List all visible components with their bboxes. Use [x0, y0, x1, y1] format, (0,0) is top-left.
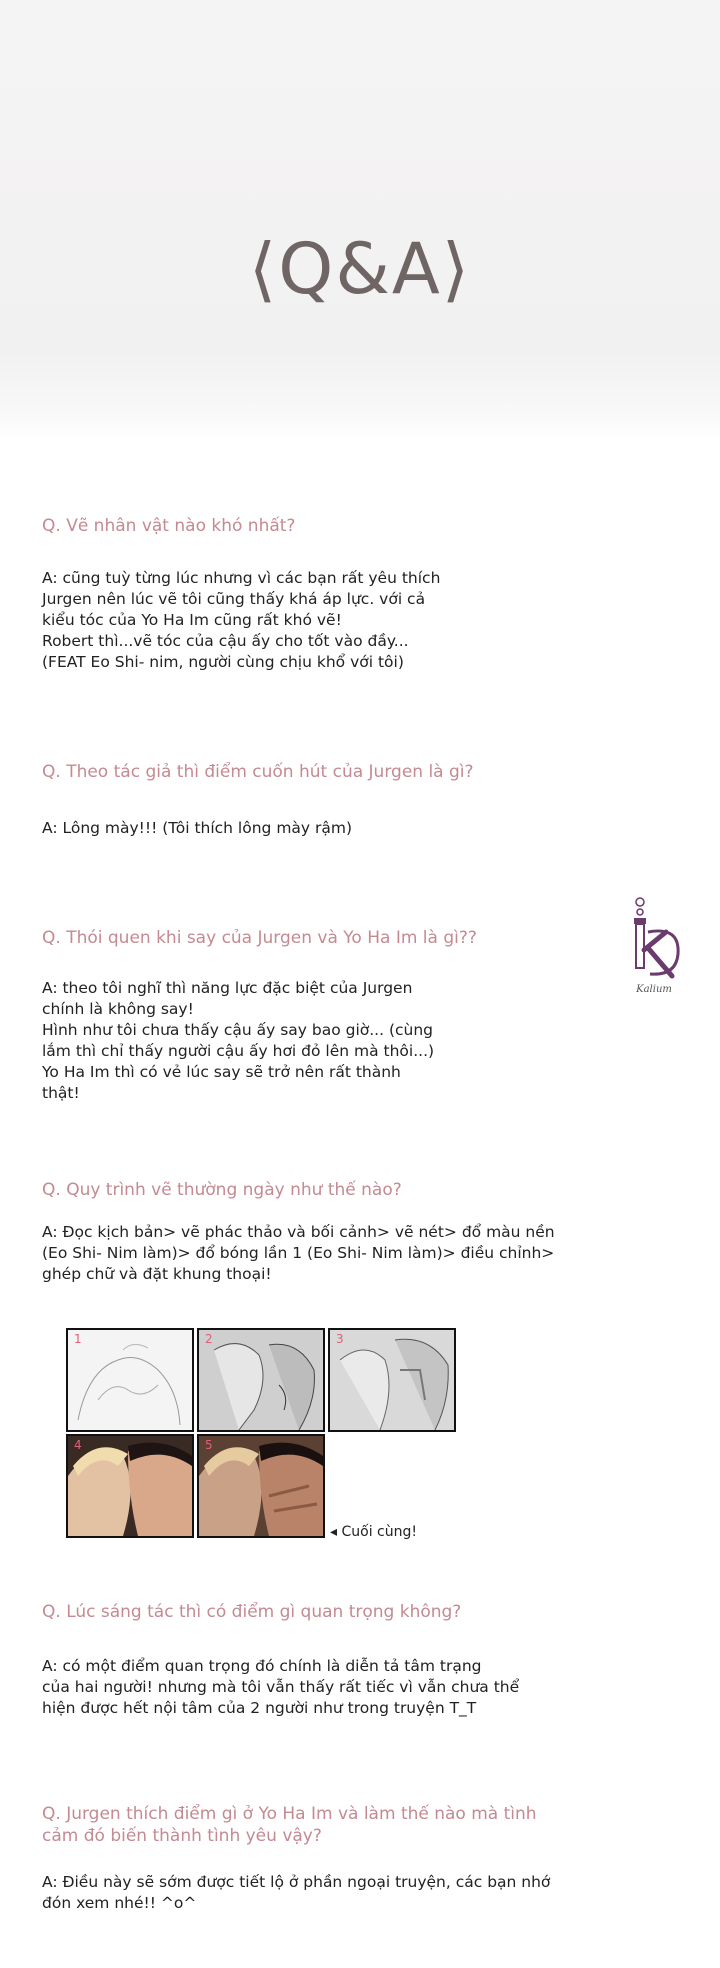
answer-5 [42, 1656, 519, 1719]
answer-line: A: Đọc kịch bản> vẽ phác thảo và bối cảnh> vẽ nét> đổ màu nền [42, 1223, 555, 1241]
flat-color-drawing [330, 1330, 454, 1430]
lineart-drawing [199, 1330, 323, 1430]
answer-line: đón xem nhé!! ^o^ [42, 1894, 197, 1912]
answer-line: ghép chữ và đặt khung thoại! [42, 1265, 272, 1283]
answer-line: lắm thì chỉ thấy người cậu ấy hơi đỏ lên mà thôi...) [42, 1042, 435, 1060]
process-panel-color [66, 1434, 194, 1538]
logo-text: Kalium [636, 984, 672, 995]
panel-number: 4 [74, 1438, 82, 1452]
process-panel-grid [66, 1328, 456, 1538]
panel-number: 1 [74, 1332, 82, 1346]
question-6: Q. Jurgen thích điểm gì ở Yo Ha Im và làm thế nào mà tình [42, 1804, 537, 1824]
answer-line: của hai người! nhưng mà tôi vẫn thấy rất tiếc vì vẫn chưa thể [42, 1678, 520, 1696]
kalium-logo [618, 896, 690, 1000]
answer-3 [42, 978, 434, 1104]
answer-1 [42, 568, 440, 673]
answer-line: Yo Ha Im thì có vẻ lúc say sẽ trở nên rất thành [42, 1063, 401, 1081]
answer-line: (Eo Shi- Nim làm)> đổ bóng lần 1 (Eo Shi- Nim làm)> điều chỉnh> [42, 1244, 555, 1262]
question-3: Q. Thói quen khi say của Jurgen và Yo Ha Im là gì?? [42, 928, 477, 948]
page-title: ⟨Q&A⟩ [248, 228, 472, 310]
question-1: Q. Vẽ nhân vật nào khó nhất? [42, 516, 296, 536]
final-label: ◂ Cuối cùng! [330, 1524, 417, 1540]
process-panel-lineart [197, 1328, 325, 1432]
answer-line: hiện được hết nội tâm của 2 người như trong truyện T_T [42, 1699, 477, 1717]
process-panel-flat [328, 1328, 456, 1432]
answer-line: A: có một điểm quan trọng đó chính là diễn tả tâm trạng [42, 1657, 482, 1675]
answer-line: A: Lông mày!!! (Tôi thích lông mày rậm) [42, 819, 353, 837]
question-4: Q. Quy trình vẽ thường ngày như thế nào? [42, 1180, 402, 1200]
process-panel-final [197, 1434, 325, 1538]
question-6-line-2: cảm đó biến thành tình yêu vậy? [42, 1826, 322, 1846]
answer-line: Jurgen nên lúc vẽ tôi cũng thấy khá áp lực. với cả [42, 590, 426, 608]
answer-line: chính là không say! [42, 1000, 194, 1018]
answer-line: Robert thì...vẽ tóc của cậu ấy cho tốt vào đầy... [42, 632, 409, 650]
answer-2 [42, 818, 352, 839]
answer-line: kiểu tóc của Yo Ha Im cũng rất khó vẽ! [42, 611, 342, 629]
panel-number: 3 [336, 1332, 344, 1346]
process-panel-sketch [66, 1328, 194, 1432]
answer-line: A: theo tôi nghĩ thì năng lực đặc biệt của Jurgen [42, 979, 413, 997]
panel-number: 2 [205, 1332, 213, 1346]
question-5: Q. Lúc sáng tác thì có điểm gì quan trọng không? [42, 1602, 462, 1622]
answer-line: A: Điều này sẽ sớm được tiết lộ ở phần ngoại truyện, các bạn nhớ [42, 1873, 551, 1891]
answer-line: thật! [42, 1084, 80, 1102]
question-2: Q. Theo tác giả thì điểm cuốn hút của Jurgen là gì? [42, 762, 474, 782]
answer-line: A: cũng tuỳ từng lúc nhưng vì các bạn rất yêu thích [42, 569, 441, 587]
answer-6 [42, 1872, 550, 1914]
answer-line: (FEAT Eo Shi- nim, người cùng chịu khổ với tôi) [42, 653, 404, 671]
sketch-drawing [68, 1330, 192, 1430]
color-drawing [68, 1436, 192, 1536]
header-background [0, 0, 720, 440]
answer-4 [42, 1222, 555, 1285]
panel-number: 5 [205, 1438, 213, 1452]
answer-line: Hình như tôi chưa thấy cậu ấy say bao giờ... (cùng [42, 1021, 434, 1039]
kalium-logo-mark [618, 896, 690, 986]
final-drawing [199, 1436, 323, 1536]
